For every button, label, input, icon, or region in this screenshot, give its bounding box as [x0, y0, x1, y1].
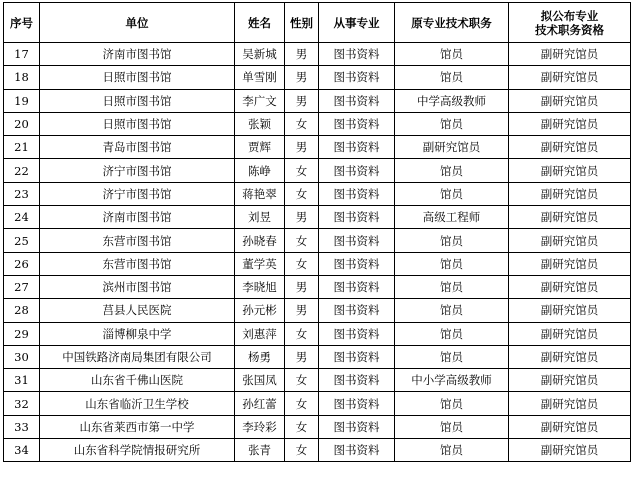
cell-gender: 男 [285, 275, 319, 298]
cell-specialty: 图书资料 [319, 322, 395, 345]
cell-specialty: 图书资料 [319, 136, 395, 159]
cell-unit: 济南市图书馆 [40, 206, 235, 229]
cell-seq: 31 [4, 369, 40, 392]
cell-seq: 24 [4, 206, 40, 229]
cell-gender: 男 [285, 66, 319, 89]
cell-gender: 女 [285, 439, 319, 462]
cell-seq: 23 [4, 182, 40, 205]
table-row [4, 275, 631, 298]
cell-specialty: 图书资料 [319, 299, 395, 322]
cell-unit: 日照市图书馆 [40, 112, 235, 135]
cell-seq: 20 [4, 112, 40, 135]
cell-gender: 女 [285, 415, 319, 438]
table-row [4, 252, 631, 275]
cell-seq: 19 [4, 89, 40, 112]
table-row [4, 206, 631, 229]
cell-seq: 30 [4, 345, 40, 368]
cell-specialty: 图书资料 [319, 369, 395, 392]
cell-proposed-title: 副研究馆员 [509, 392, 631, 415]
cell-proposed-title: 副研究馆员 [509, 252, 631, 275]
cell-orig-title: 馆员 [395, 229, 509, 252]
table-row [4, 369, 631, 392]
cell-orig-title: 馆员 [395, 182, 509, 205]
cell-orig-title: 馆员 [395, 415, 509, 438]
header-proposed-title [509, 3, 631, 43]
cell-specialty: 图书资料 [319, 229, 395, 252]
cell-name: 李晓旭 [235, 275, 285, 298]
header-name: 姓名 [235, 3, 285, 43]
cell-unit: 东营市图书馆 [40, 252, 235, 275]
cell-name: 刘昱 [235, 206, 285, 229]
cell-orig-title: 中学高级教师 [395, 89, 509, 112]
cell-name: 吴新城 [235, 43, 285, 66]
cell-gender: 男 [285, 43, 319, 66]
cell-specialty: 图书资料 [319, 206, 395, 229]
cell-specialty: 图书资料 [319, 89, 395, 112]
cell-name: 刘惠萍 [235, 322, 285, 345]
cell-proposed-title: 副研究馆员 [509, 322, 631, 345]
cell-gender: 男 [285, 136, 319, 159]
cell-proposed-title: 副研究馆员 [509, 206, 631, 229]
cell-seq: 33 [4, 415, 40, 438]
table-row [4, 182, 631, 205]
header-specialty: 从事专业 [319, 3, 395, 43]
table-row [4, 229, 631, 252]
cell-proposed-title: 副研究馆员 [509, 345, 631, 368]
cell-proposed-title: 副研究馆员 [509, 299, 631, 322]
cell-orig-title: 馆员 [395, 322, 509, 345]
cell-name: 李广文 [235, 89, 285, 112]
cell-proposed-title: 副研究馆员 [509, 43, 631, 66]
cell-unit: 济宁市图书馆 [40, 182, 235, 205]
cell-proposed-title: 副研究馆员 [509, 89, 631, 112]
header-proposed-line1: 拟公布专业 [540, 8, 599, 23]
cell-seq: 34 [4, 439, 40, 462]
cell-proposed-title: 副研究馆员 [509, 369, 631, 392]
cell-name: 杨勇 [235, 345, 285, 368]
cell-specialty: 图书资料 [319, 112, 395, 135]
cell-seq: 25 [4, 229, 40, 252]
cell-orig-title: 馆员 [395, 275, 509, 298]
cell-orig-title: 中小学高级教师 [395, 369, 509, 392]
cell-name: 孙元彬 [235, 299, 285, 322]
qualification-table [3, 2, 631, 462]
cell-gender: 女 [285, 322, 319, 345]
header-unit: 单位 [40, 3, 235, 43]
cell-gender: 女 [285, 159, 319, 182]
header-proposed-line2: 技术职务资格 [535, 22, 604, 37]
cell-proposed-title: 副研究馆员 [509, 112, 631, 135]
table-row [4, 299, 631, 322]
cell-specialty: 图书资料 [319, 392, 395, 415]
cell-name: 张青 [235, 439, 285, 462]
cell-orig-title: 馆员 [395, 43, 509, 66]
cell-orig-title: 高级工程师 [395, 206, 509, 229]
cell-specialty: 图书资料 [319, 275, 395, 298]
cell-unit: 莒县人民医院 [40, 299, 235, 322]
cell-specialty: 图书资料 [319, 43, 395, 66]
cell-gender: 女 [285, 252, 319, 275]
cell-gender: 男 [285, 89, 319, 112]
table-row [4, 136, 631, 159]
cell-seq: 32 [4, 392, 40, 415]
cell-unit: 东营市图书馆 [40, 229, 235, 252]
cell-gender: 女 [285, 182, 319, 205]
cell-unit: 中国铁路济南局集团有限公司 [40, 345, 235, 368]
cell-name: 陈峥 [235, 159, 285, 182]
header-orig-title: 原专业技术职务 [395, 3, 509, 43]
cell-proposed-title: 副研究馆员 [509, 182, 631, 205]
cell-seq: 28 [4, 299, 40, 322]
header-gender: 性别 [285, 3, 319, 43]
cell-specialty: 图书资料 [319, 439, 395, 462]
cell-name: 董学英 [235, 252, 285, 275]
cell-proposed-title: 副研究馆员 [509, 229, 631, 252]
cell-seq: 17 [4, 43, 40, 66]
cell-specialty: 图书资料 [319, 66, 395, 89]
cell-orig-title: 馆员 [395, 345, 509, 368]
cell-unit: 滨州市图书馆 [40, 275, 235, 298]
cell-gender: 女 [285, 229, 319, 252]
cell-name: 贾辉 [235, 136, 285, 159]
table-row [4, 392, 631, 415]
cell-gender: 男 [285, 345, 319, 368]
cell-orig-title: 副研究馆员 [395, 136, 509, 159]
table-row [4, 43, 631, 66]
table-row [4, 112, 631, 135]
header-seq: 序号 [4, 3, 40, 43]
cell-specialty: 图书资料 [319, 182, 395, 205]
cell-orig-title: 馆员 [395, 159, 509, 182]
cell-seq: 27 [4, 275, 40, 298]
cell-specialty: 图书资料 [319, 252, 395, 275]
cell-seq: 22 [4, 159, 40, 182]
cell-name: 李玲彩 [235, 415, 285, 438]
header-row [4, 3, 631, 43]
cell-proposed-title: 副研究馆员 [509, 136, 631, 159]
cell-orig-title: 馆员 [395, 112, 509, 135]
cell-orig-title: 馆员 [395, 299, 509, 322]
cell-unit: 山东省科学院情报研究所 [40, 439, 235, 462]
cell-unit: 日照市图书馆 [40, 66, 235, 89]
cell-name: 张颖 [235, 112, 285, 135]
cell-unit: 山东省莱西市第一中学 [40, 415, 235, 438]
table-row [4, 66, 631, 89]
table-row [4, 415, 631, 438]
table-row [4, 322, 631, 345]
cell-name: 孙晓春 [235, 229, 285, 252]
cell-proposed-title: 副研究馆员 [509, 66, 631, 89]
cell-gender: 女 [285, 392, 319, 415]
cell-gender: 女 [285, 369, 319, 392]
table-row [4, 159, 631, 182]
cell-unit: 山东省临沂卫生学校 [40, 392, 235, 415]
cell-specialty: 图书资料 [319, 345, 395, 368]
cell-name: 孙红蕾 [235, 392, 285, 415]
cell-gender: 男 [285, 299, 319, 322]
cell-proposed-title: 副研究馆员 [509, 159, 631, 182]
cell-name: 单雪刚 [235, 66, 285, 89]
cell-unit: 淄博柳泉中学 [40, 322, 235, 345]
cell-unit: 日照市图书馆 [40, 89, 235, 112]
cell-orig-title: 馆员 [395, 439, 509, 462]
cell-gender: 男 [285, 206, 319, 229]
cell-specialty: 图书资料 [319, 415, 395, 438]
table-row [4, 439, 631, 462]
cell-unit: 济南市图书馆 [40, 43, 235, 66]
cell-gender: 女 [285, 112, 319, 135]
cell-orig-title: 馆员 [395, 392, 509, 415]
cell-proposed-title: 副研究馆员 [509, 439, 631, 462]
cell-seq: 21 [4, 136, 40, 159]
cell-unit: 山东省千佛山医院 [40, 369, 235, 392]
cell-name: 张国凤 [235, 369, 285, 392]
table-body [4, 43, 631, 462]
table-row [4, 89, 631, 112]
cell-name: 蒋艳翠 [235, 182, 285, 205]
cell-unit: 济宁市图书馆 [40, 159, 235, 182]
table-row [4, 345, 631, 368]
cell-orig-title: 馆员 [395, 252, 509, 275]
cell-seq: 26 [4, 252, 40, 275]
cell-orig-title: 馆员 [395, 66, 509, 89]
cell-specialty: 图书资料 [319, 159, 395, 182]
cell-unit: 青岛市图书馆 [40, 136, 235, 159]
cell-seq: 29 [4, 322, 40, 345]
cell-proposed-title: 副研究馆员 [509, 415, 631, 438]
cell-seq: 18 [4, 66, 40, 89]
cell-proposed-title: 副研究馆员 [509, 275, 631, 298]
